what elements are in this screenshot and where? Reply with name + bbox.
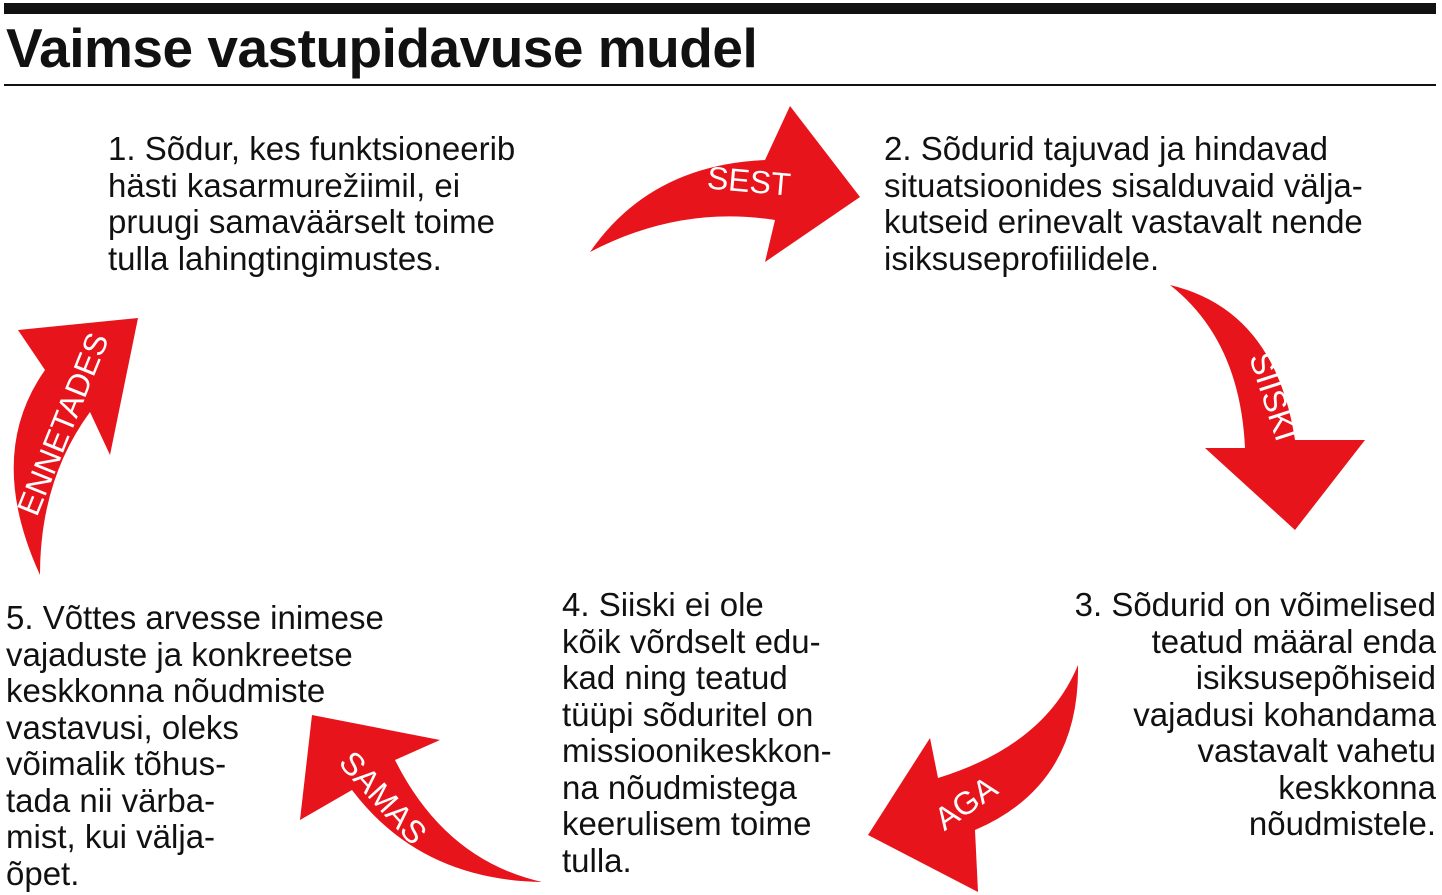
step-1-text: 1. Sõdur, kes funktsioneerib hästi kasarmurežiimil, ei pruugi samaväärselt toime tulla lahingtingimustes. [108,130,516,277]
step-5-text: 5. Võttes arvesse inimese vajaduste ja konkreetse keskkonna nõudmiste vastavusi, oleks võimalik tõhus- tada nii värba- mist, kui välja- õpet. [6,599,384,892]
arrow-label-siiski: SIISKI [1242,347,1305,446]
arrow-siiski [1170,285,1365,530]
arrow-ennetades [10,318,138,575]
step-3-text: 3. Sõdurid on võimelised teatud määral enda isiksusepõhiseid vajadusi kohandama vastavalt vahetu keskkonna nõudmistele. [1074,586,1436,842]
arrow-label-sest: SEST [705,159,793,203]
page-title: Vaimse vastupidavuse mudel [6,17,758,79]
arrow-label-ennetades: ENNETADES [9,327,116,521]
step-4-text: 4. Siiski ei ole kõik võrdselt edu- kad ning teatud tüüpi sõduritel on missioonikeskkon- na nõudmistega keerulisem toime tulla. [562,586,832,879]
arrow-aga [868,665,1078,892]
arrow-label-aga: AGA [927,768,1004,838]
step-2-text: 2. Sõdurid tajuvad ja hindavad situatsioonides sisalduvaid välja- kutseid erinevalt vastavalt nende isiksuseprofiilidele. [884,130,1363,277]
arrow-sest [590,106,860,262]
arrow-label-samas: SAMAS [332,743,435,852]
